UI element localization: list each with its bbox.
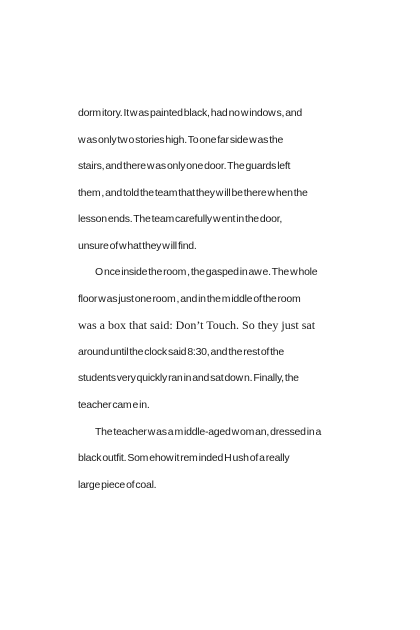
text-line: large piece of coal. <box>78 478 157 491</box>
body-text <box>78 100 358 498</box>
text-line: students very quickly ran in and sat dow n. Finally, the <box>78 372 299 385</box>
text-line: them , and told the team that they w ill be there w hen the <box>78 186 308 199</box>
paragraph-start-line: O nce inside the room , the gasped in aw e. The w hole <box>95 266 318 279</box>
text-line: around until the clock said 8:30, and the rest of the <box>78 345 284 358</box>
text-line: stairs, and there w as only one door. The guards left <box>78 160 291 173</box>
text-line: floor w as just one room , and in the m iddle of the room <box>78 292 301 305</box>
text-line: unsure of w hat they w ill find. <box>78 239 197 252</box>
text-line: black outfit. Som ehow it rem inded H ush of a really <box>78 452 290 465</box>
text-line: w as only tw o stories high. To one far side w as the <box>78 133 284 146</box>
text-line: lesson ends. The team carefully w ent in the door, <box>78 213 283 226</box>
text-line: dorm itory. It w as painted black, had no w indow s, and <box>78 107 302 119</box>
text-line: was a box that said: Don’t Touch. So they just sat <box>78 318 316 333</box>
paragraph-start-line: The teacher w as a m iddle-aged w om an, dressed in a <box>95 425 322 438</box>
text-line: teacher cam e in. <box>78 399 150 412</box>
